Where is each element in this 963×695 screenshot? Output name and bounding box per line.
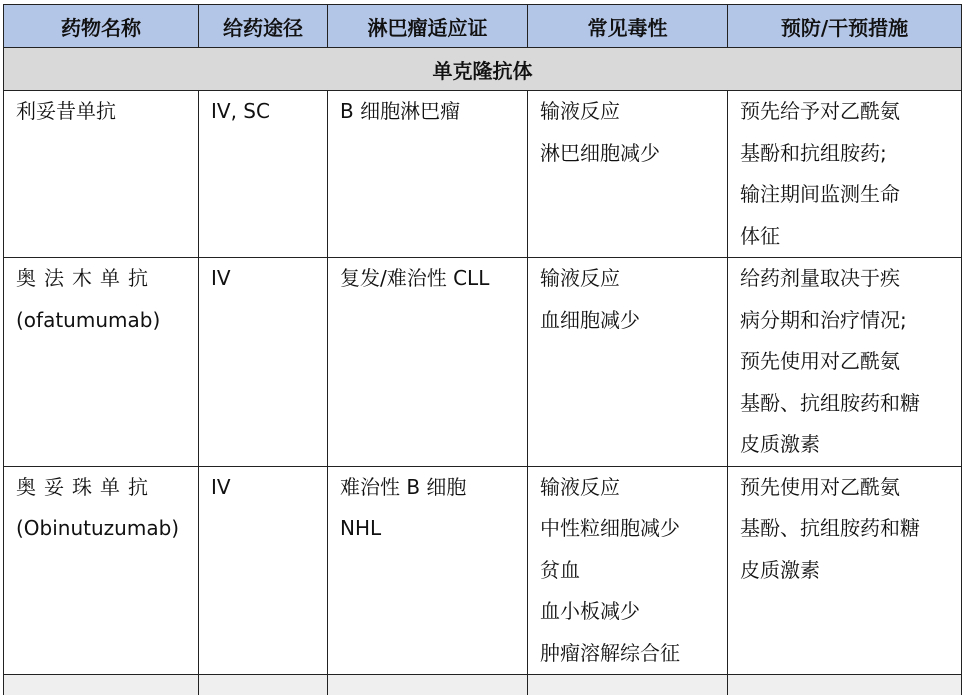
cell-name — [4, 466, 199, 675]
drug-table — [3, 4, 962, 695]
header-toxicity: 常见毒性 — [528, 5, 728, 48]
cell-toxicity — [528, 91, 728, 258]
cell-indication — [328, 91, 528, 258]
cell-prevention — [728, 258, 962, 467]
cell-line: (ofatumumab) — [16, 300, 198, 342]
cell-line: 奥妥珠单抗 — [16, 467, 198, 509]
table-row — [4, 91, 962, 258]
section-row — [4, 48, 962, 91]
header-row — [4, 5, 962, 48]
cell-route — [199, 91, 328, 258]
cell-line: 基酚和抗组胺药; — [740, 133, 961, 175]
cell-indication — [328, 258, 528, 467]
header-indication: 淋巴瘤适应证 — [328, 5, 528, 48]
cell-line: 病分期和治疗情况; — [740, 300, 961, 342]
cell-line: 基酚、抗组胺药和糖 — [740, 383, 961, 425]
cell-line: NHL — [340, 508, 527, 550]
cell-line: 淋巴细胞减少 — [540, 133, 727, 175]
cell-line: IV — [211, 467, 327, 509]
cell-name — [4, 91, 199, 258]
cell-line: 皮质激素 — [740, 550, 961, 592]
cell-line: 奥法木单抗 — [16, 258, 198, 300]
cell-line: 预先给予对乙酰氨 — [740, 91, 961, 133]
cell-line: B 细胞淋巴瘤 — [340, 91, 527, 133]
cell-line: 预先使用对乙酰氨 — [740, 467, 961, 509]
cell-line: 基酚、抗组胺药和糖 — [740, 508, 961, 550]
cell-prevention — [728, 466, 962, 675]
cell-line: 输液反应 — [540, 91, 727, 133]
cell-line: 血细胞减少 — [540, 300, 727, 342]
cell-name — [4, 258, 199, 467]
cell-line: 输液反应 — [540, 258, 727, 300]
header-prevention: 预防/干预措施 — [728, 5, 962, 48]
cell-line: 贫血 — [540, 550, 727, 592]
cell-line: 利妥昔单抗 — [16, 91, 198, 133]
cell-toxicity — [528, 466, 728, 675]
cell-line: 输液反应 — [540, 467, 727, 509]
header-drug-name: 药物名称 — [4, 5, 199, 48]
cell-line: 给药剂量取决于疾 — [740, 258, 961, 300]
section-title: 单克隆抗体 — [4, 48, 962, 91]
cell-line: 中性粒细胞减少 — [540, 508, 727, 550]
cell-line: 皮质激素 — [740, 424, 961, 466]
cell-line: IV — [211, 258, 327, 300]
table-row — [4, 466, 962, 675]
cell-route — [199, 466, 328, 675]
cell-indication — [328, 466, 528, 675]
cell-toxicity — [528, 258, 728, 467]
cell-line: 体征 — [740, 216, 961, 258]
cell-route — [199, 258, 328, 467]
table-row — [4, 258, 962, 467]
cell-line: 肿瘤溶解综合征 — [540, 633, 727, 675]
cell-line: 难治性 B 细胞 — [340, 467, 527, 509]
cell-line: 预先使用对乙酰氨 — [740, 341, 961, 383]
cell-line: 输注期间监测生命 — [740, 174, 961, 216]
cell-line: (Obinutuzumab) — [16, 508, 198, 550]
header-route: 给药途径 — [199, 5, 328, 48]
cell-line: IV, SC — [211, 91, 327, 133]
cell-line: 血小板减少 — [540, 591, 727, 633]
cell-prevention — [728, 91, 962, 258]
cell-line: 复发/难治性 CLL — [340, 258, 527, 300]
